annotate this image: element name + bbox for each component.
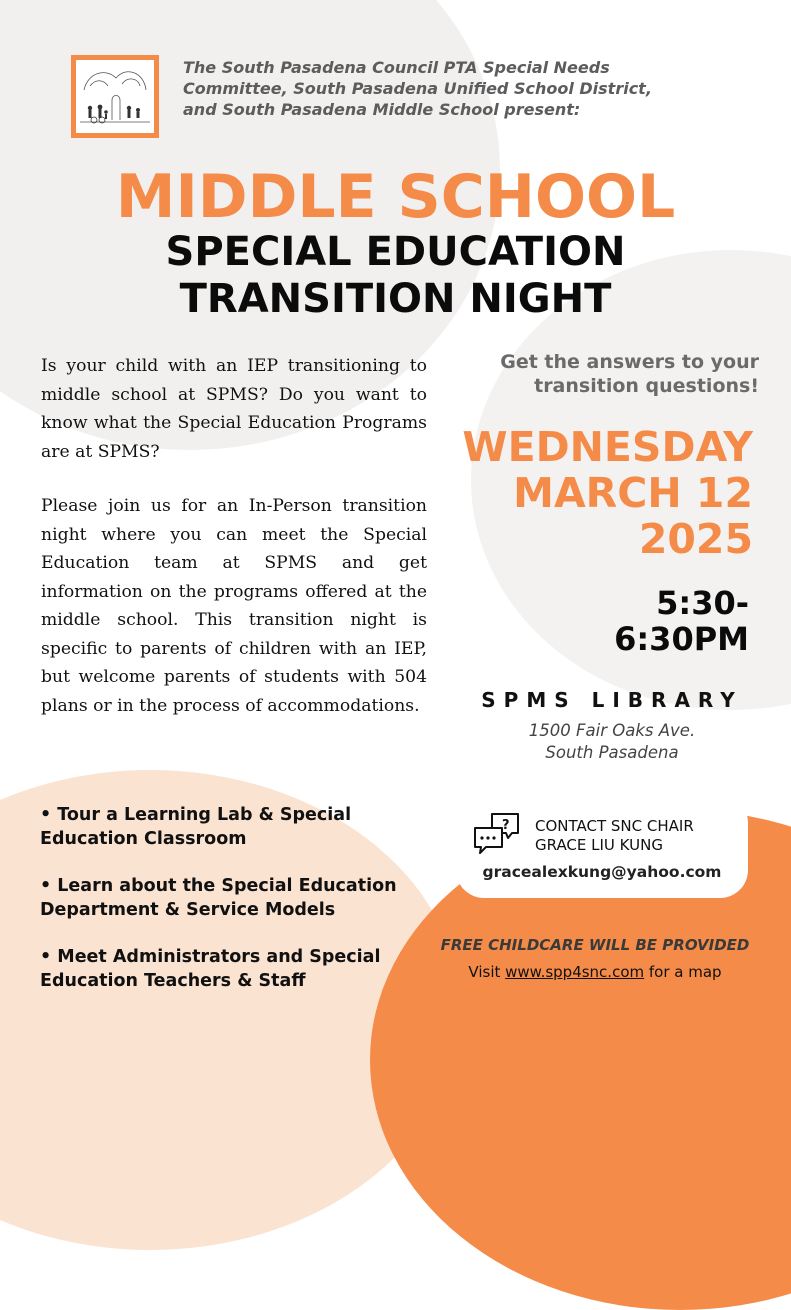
location-address — [447, 720, 777, 764]
contact-email-link[interactable]: gracealexkung@yahoo.com — [482, 863, 722, 881]
visit-line — [410, 963, 780, 981]
presenters-line: The South Pasadena Council PTA Special Needs — [183, 58, 610, 77]
presenters-line: Committee, South Pasadena Unified School District, — [183, 79, 652, 98]
page-title-main: MIDDLE SCHOOL — [115, 162, 676, 232]
address-line: South Pasadena — [545, 743, 679, 762]
intro-paragraph-2: Please join us for an In-Person transition night where you can meet the Special Education team at SPMS and get information on the programs offered at the middle school. This transition night is specific to parents of children with an IEP, but welcome parents of students with 504 plans or in the process of accommodations. — [41, 496, 427, 716]
event-date — [393, 424, 753, 562]
svg-text:?: ? — [502, 818, 510, 833]
visit-prefix: Visit — [468, 963, 506, 981]
presenters-line: and South Pasadena Middle School present: — [183, 100, 581, 119]
event-year: 2025 — [638, 515, 753, 563]
list-item: • Learn about the Special Education Department & Service Models — [40, 876, 397, 920]
event-time-start: 5:30- — [656, 584, 749, 622]
list-item: • Tour a Learning Lab & Special Education Classroom — [40, 805, 352, 849]
bullet-list — [40, 803, 400, 1016]
tagline-line: transition questions! — [534, 375, 759, 397]
presenters-text — [183, 57, 743, 120]
tagline — [429, 350, 759, 398]
page-title-sub-line1: SPECIAL EDUCATION — [165, 229, 626, 275]
event-time-end: 6:30PM — [614, 620, 749, 658]
event-month-day: MARCH 12 — [513, 469, 753, 517]
intro-paragraph-1: Is your child with an IEP transitioning to middle school at SPMS? Do you want to know what the Special Education Programs are at SPMS? — [41, 356, 427, 462]
contact-label — [535, 817, 694, 855]
contact-card — [456, 795, 748, 898]
tagline-line: Get the answers to your — [500, 351, 759, 373]
contact-label-line: CONTACT SNC CHAIR — [535, 817, 694, 835]
list-item: • Meet Administrators and Special Education Teachers & Staff — [40, 947, 381, 991]
logo-illustration — [71, 55, 159, 138]
visit-suffix: for a map — [644, 963, 722, 981]
location-name: SPMS LIBRARY — [481, 688, 743, 712]
event-time — [449, 585, 749, 657]
address-line: 1500 Fair Oaks Ave. — [528, 721, 696, 740]
chat-bubbles-question-icon — [472, 811, 522, 857]
contact-name: GRACE LIU KUNG — [535, 836, 663, 854]
website-link[interactable]: www.spp4snc.com — [505, 963, 645, 981]
event-day: WEDNESDAY — [462, 423, 753, 471]
page-title-sub-line2: TRANSITION NIGHT — [179, 276, 612, 322]
childcare-notice: FREE CHILDCARE WILL BE PROVIDED — [440, 936, 750, 954]
